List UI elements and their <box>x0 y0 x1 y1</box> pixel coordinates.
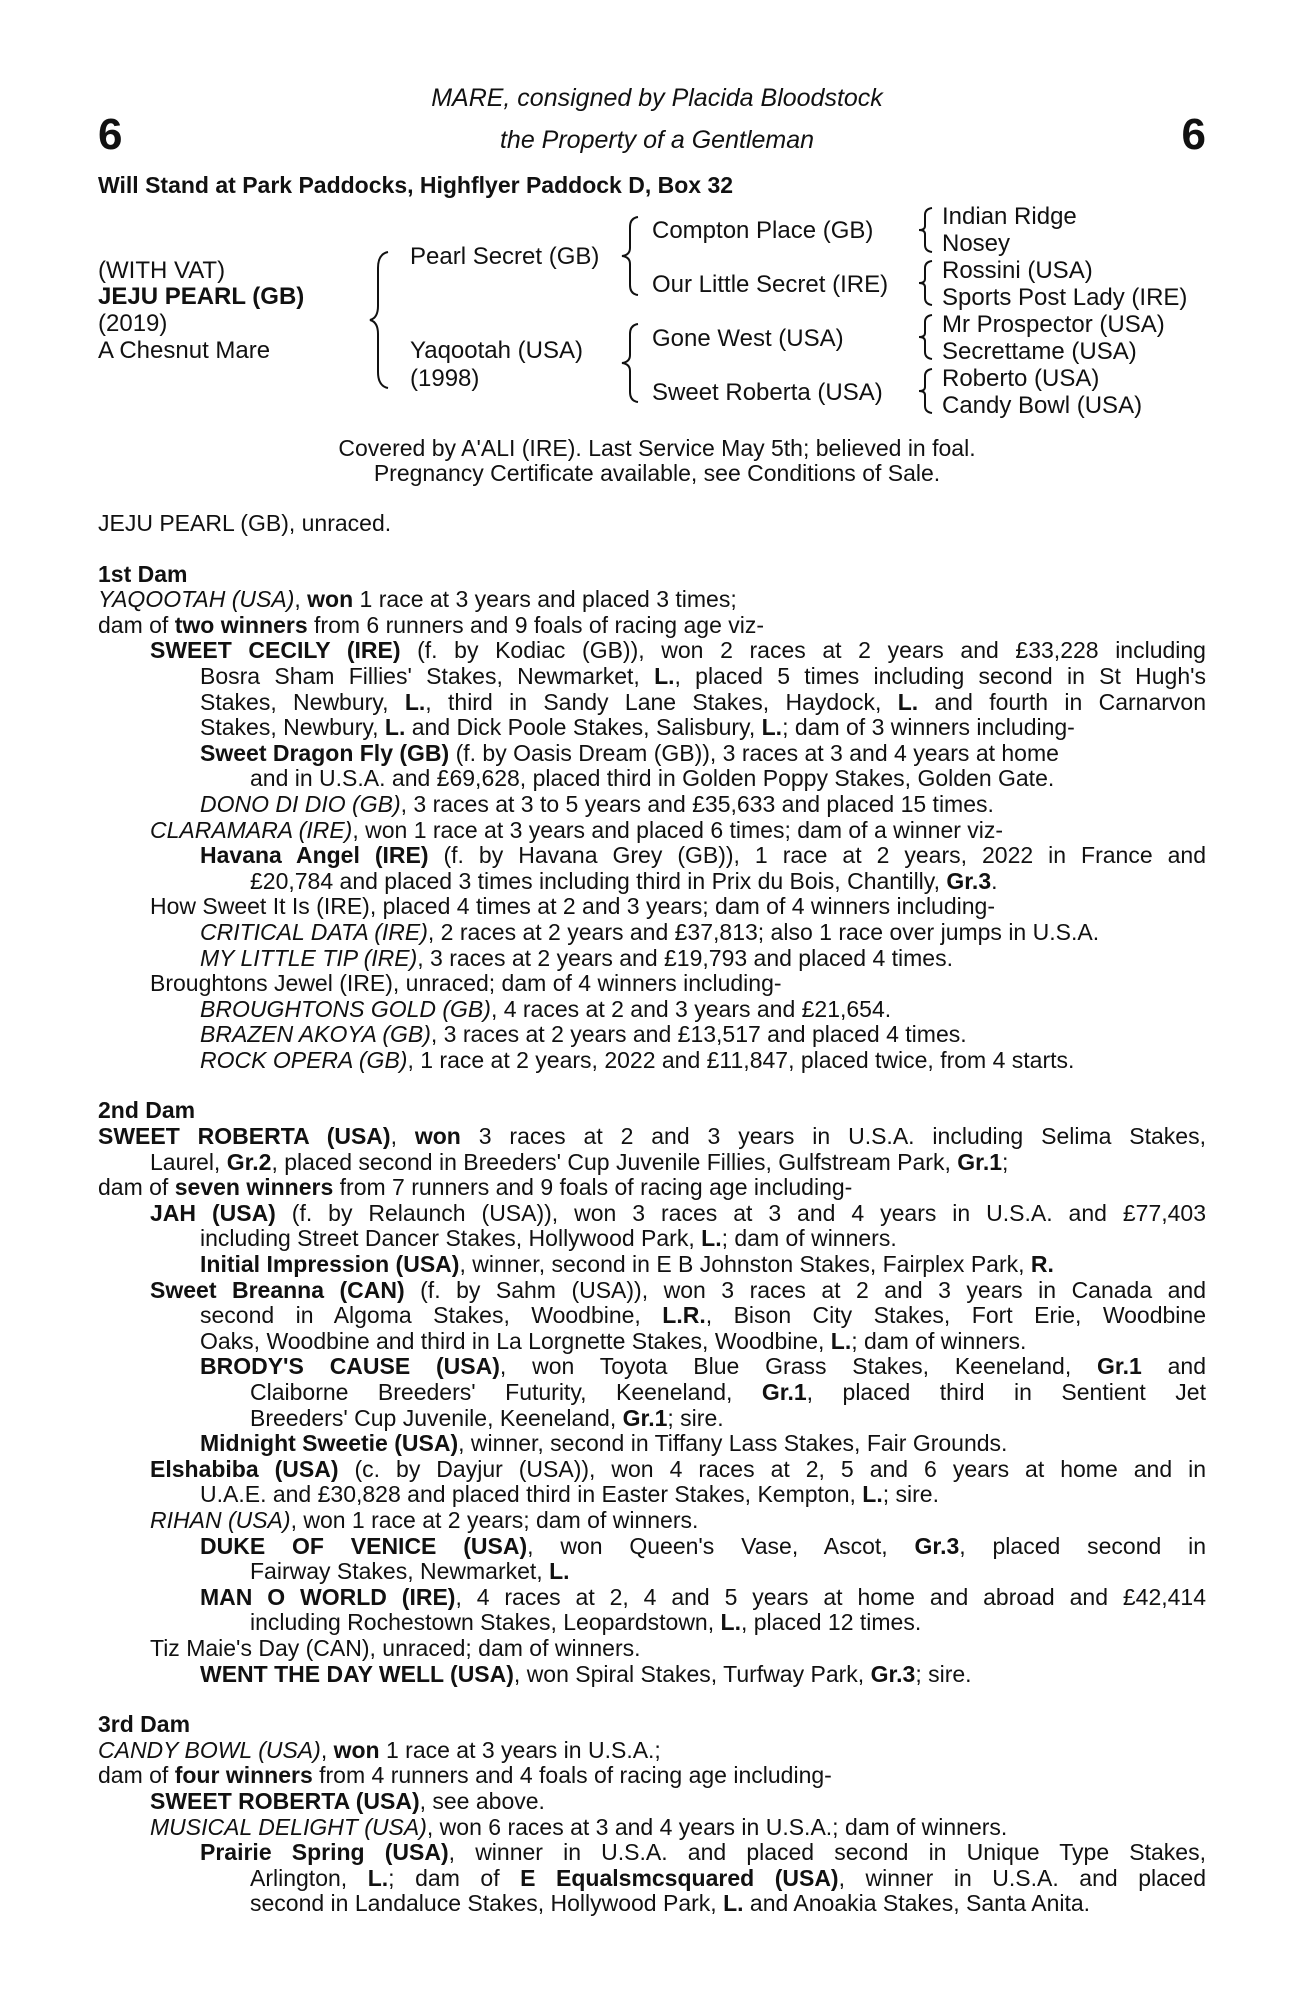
text-run: , placed 12 times. <box>740 1610 922 1636</box>
record-line <box>98 1048 1206 1074</box>
horse-description: A Chesnut Mare <box>98 337 271 364</box>
text-run: Gr.2 <box>226 1149 272 1175</box>
text-run: Oaks, Woodbine and third in La Lorgnette Stakes, Woodbine, <box>200 1328 831 1354</box>
record-line <box>98 1329 1206 1355</box>
text-run: Broughtons Jewel (IRE), unraced; dam of 4 winners including- <box>150 971 782 997</box>
text-run: Gr.1 <box>957 1149 1003 1175</box>
text-run: ; dam of <box>388 1865 521 1891</box>
record-line <box>98 715 1206 741</box>
pedigree-brace-sire <box>620 215 642 297</box>
text-run: L. <box>404 689 426 715</box>
horse-year: (2019) <box>98 310 168 337</box>
text-run: Claiborne Breeders' Futurity, Keeneland, <box>250 1380 762 1405</box>
consignor-line: MARE, consigned by Placida Bloodstock <box>431 84 883 112</box>
text-run: L. <box>720 1610 741 1636</box>
text-run: , <box>320 1737 334 1763</box>
text-run: , <box>390 1124 415 1150</box>
text-run: Elshabiba (USA) <box>150 1456 339 1482</box>
text-run: and fourth in Carnarvon <box>918 689 1206 715</box>
text-run: CANDY BOWL (USA) <box>98 1737 321 1763</box>
text-run: RIHAN (USA) <box>150 1507 291 1533</box>
record-line <box>98 1201 1206 1227</box>
text-run: from 4 runners and 4 foals of racing age including- <box>312 1763 832 1789</box>
text-run: , <box>294 587 308 613</box>
text-run: , winner in U.S.A. and placed second in Unique Type Stakes, <box>448 1840 1206 1866</box>
record-line <box>98 613 1206 639</box>
record-line <box>98 920 1206 946</box>
record-line <box>98 946 1206 972</box>
record-line <box>98 1482 1206 1508</box>
text-run: £20,784 and placed 3 times including third in Prix du Bois, Chantilly, <box>250 868 947 894</box>
text-run: L. <box>723 1891 744 1917</box>
text-run: , placed second in <box>959 1533 1206 1559</box>
text-run: , won 6 races at 3 and 4 years in U.S.A.; dam of winners. <box>426 1814 1008 1840</box>
record-line <box>98 1226 1206 1252</box>
text-run: won <box>307 587 354 613</box>
pedigree-brace-g2-4 <box>917 367 935 415</box>
text-run: (f. by Kodiac (GB)), won 2 races at 2 years and £33,228 including <box>400 638 1206 664</box>
pedigree-gen2-2: Our Little Secret (IRE) <box>652 271 889 298</box>
text-run: , 4 races at 2, 4 and 5 years at home and abroad and £42,414 <box>455 1584 1206 1610</box>
text-run: L. <box>701 1226 722 1252</box>
text-run: . <box>991 868 998 894</box>
text-run: DONO DI DIO (GB) <box>200 791 401 817</box>
text-run: , 3 races at 2 years and £19,793 and placed 4 times. <box>417 945 953 971</box>
text-run: 1 race at 3 years and placed 3 times; <box>353 587 737 613</box>
pedigree-gen3-7: Roberto (USA) <box>942 365 1100 392</box>
text-run: , winner, second in E B Johnston Stakes, Fairplex Park, <box>459 1252 1031 1278</box>
record-line <box>98 1585 1206 1611</box>
pedigree-brace-g2-2 <box>917 259 935 307</box>
pedigree-gen3-8: Candy Bowl (USA) <box>942 392 1143 419</box>
record-line <box>98 587 1206 613</box>
section-heading: 2nd Dam <box>98 1097 196 1124</box>
text-run: BRODY'S CAUSE (USA) <box>200 1354 500 1380</box>
text-run: ROCK OPERA (GB) <box>200 1047 408 1073</box>
text-run: U.A.E. and £30,828 and placed third in Easter Stakes, Kempton, <box>200 1482 863 1508</box>
text-run: and Dick Poole Stakes, Salisbury, <box>405 715 762 741</box>
text-run: L.R. <box>662 1303 706 1329</box>
text-run: Gr.1 <box>761 1380 807 1405</box>
text-run: Gr.1 <box>622 1405 668 1431</box>
text-run: (f. by Relaunch (USA)), won 3 races at 3 and 4 years in U.S.A. and £77,403 <box>275 1200 1206 1226</box>
text-run: Gr.3 <box>914 1533 960 1559</box>
text-run: L. <box>761 715 783 741</box>
text-run: WENT THE DAY WELL (USA) <box>200 1661 514 1687</box>
pedigree-brace-g2-1 <box>917 206 935 254</box>
record-line <box>98 1278 1206 1304</box>
text-run: ; sire. <box>882 1482 939 1508</box>
text-run: from 7 runners and 9 foals of racing age including- <box>333 1175 853 1201</box>
text-run: L. <box>384 715 406 741</box>
text-run: , winner in U.S.A. and placed <box>838 1865 1206 1891</box>
text-run: SWEET ROBERTA (USA) <box>150 1788 420 1814</box>
record-line <box>98 1559 1206 1585</box>
record-line <box>98 869 1206 895</box>
text-run: , third in Sandy Lane Stakes, Haydock, <box>425 689 898 715</box>
text-run: CLARAMARA (IRE) <box>150 817 353 843</box>
record-line <box>98 792 1206 818</box>
text-run: Gr.3 <box>946 868 992 894</box>
text-run: and Anoakia Stakes, Santa Anita. <box>743 1891 1091 1917</box>
text-run: Prairie Spring (USA) <box>200 1840 449 1866</box>
text-run: ; sire. <box>915 1661 972 1687</box>
text-run: , placed second in Breeders' Cup Juvenile Fillies, Gulfstream Park, <box>271 1149 958 1175</box>
text-run: How Sweet It Is (IRE), placed 4 times at 2 and 3 years; dam of 4 winners including- <box>150 894 995 920</box>
record-line <box>98 1175 1206 1201</box>
text-run: and in U.S.A. and £69,628, placed third in Golden Poppy Stakes, Golden Gate. <box>250 766 1055 792</box>
record-line <box>98 1380 1206 1406</box>
text-run: Sweet Breanna (CAN) <box>150 1277 405 1303</box>
record-line <box>98 1789 1206 1815</box>
record-line <box>98 1891 1206 1917</box>
pedigree-gen3-3: Rossini (USA) <box>942 257 1093 284</box>
text-run: Sweet Dragon Fly (GB) <box>200 740 450 766</box>
text-run: CRITICAL DATA (IRE) <box>200 919 428 945</box>
record-line <box>98 1124 1206 1150</box>
record-line <box>98 894 1206 920</box>
text-run: , winner, second in Tiffany Lass Stakes, Fair Grounds. <box>458 1431 1008 1457</box>
text-run: seven winners <box>174 1175 334 1201</box>
text-run: YAQOOTAH (USA) <box>98 587 295 613</box>
pedigree-gen3-1: Indian Ridge <box>942 203 1077 230</box>
text-run: E Equalsmcsquared (USA) <box>520 1865 839 1891</box>
text-run: (c. by Dayjur (USA)), won 4 races at 2, 5 and 6 years at home and in <box>338 1456 1206 1482</box>
text-run: MAN O WORLD (IRE) <box>200 1584 456 1610</box>
text-run: two winners <box>174 612 308 638</box>
text-run: BRAZEN AKOYA (GB) <box>200 1022 431 1048</box>
text-run: , placed 5 times including second in St Hugh's <box>674 663 1206 689</box>
section-heading: 1st Dam <box>98 560 188 587</box>
text-run: JAH (USA) <box>150 1200 276 1226</box>
text-run: , 2 races at 2 years and £37,813; also 1 race over jumps in U.S.A. <box>427 919 1100 945</box>
text-run: L. <box>897 689 919 715</box>
text-run: dam of <box>98 612 175 638</box>
text-run: , won 1 race at 2 years; dam of winners. <box>290 1507 699 1533</box>
text-run: Havana Angel (IRE) <box>200 843 429 869</box>
text-run: L. <box>549 1559 570 1585</box>
text-run: won <box>414 1124 461 1150</box>
text-run: including Street Dancer Stakes, Hollywood Park, <box>200 1226 702 1252</box>
text-run: ; <box>1002 1149 1009 1175</box>
text-run: Initial Impression (USA) <box>200 1252 460 1278</box>
record-line <box>98 1252 1206 1278</box>
record-line <box>98 1534 1206 1560</box>
text-run: MY LITTLE TIP (IRE) <box>200 945 418 971</box>
record-line <box>98 1610 1206 1636</box>
record-line <box>98 997 1206 1023</box>
text-run: (f. by Sahm (USA)), won 3 races at 2 and 3 years in Canada and <box>404 1277 1206 1303</box>
pedigree-gen2-4: Sweet Roberta (USA) <box>652 379 883 406</box>
text-run: Breeders' Cup Juvenile, Keeneland, <box>250 1405 623 1431</box>
text-run: ; dam of 3 winners including- <box>782 715 1075 741</box>
record-line <box>98 1866 1206 1892</box>
pregnancy-line: Pregnancy Certificate available, see Conditions of Sale. <box>373 460 941 486</box>
record-line <box>98 1022 1206 1048</box>
dam-section <box>98 1098 1206 1687</box>
text-run: from 6 runners and 9 foals of racing age viz- <box>307 612 765 638</box>
pedigree-gen3-6: Secrettame (USA) <box>942 338 1137 365</box>
pedigree-gen3-5: Mr Prospector (USA) <box>942 311 1165 338</box>
text-run: , Bison City Stakes, Fort Erie, Woodbine <box>705 1303 1206 1329</box>
pedigree-sire: Pearl Secret (GB) <box>410 243 600 270</box>
text-run: BROUGHTONS GOLD (GB) <box>200 996 491 1022</box>
text-run: Gr.3 <box>870 1661 916 1687</box>
pedigree-gen2-1: Compton Place (GB) <box>652 217 874 244</box>
text-run: ; dam of winners. <box>721 1226 897 1252</box>
record-line <box>98 1150 1206 1176</box>
dam-section <box>98 562 1206 1074</box>
text-run: ; sire. <box>667 1405 724 1431</box>
text-run: (f. by Oasis Dream (GB)), 3 races at 3 and 4 years at home <box>449 740 1059 766</box>
text-run: SWEET CECILY (IRE) <box>150 638 401 664</box>
text-run: including Rochestown Stakes, Leopardstown, <box>250 1610 721 1636</box>
text-run: (f. by Havana Grey (GB)), 1 race at 2 years, 2022 in France and <box>428 843 1206 869</box>
text-run: ; dam of winners. <box>851 1328 1027 1354</box>
pedigree-gen2-3: Gone West (USA) <box>652 325 844 352</box>
text-run: L. <box>830 1328 852 1354</box>
record-line <box>98 1636 1206 1662</box>
text-run: Stakes, Newbury, <box>200 715 385 741</box>
text-run: , won 1 race at 3 years and placed 6 times; dam of a winner viz- <box>352 817 1004 843</box>
text-run: dam of <box>98 1175 175 1201</box>
text-run: Laurel, <box>150 1149 227 1175</box>
text-run: R. <box>1030 1252 1054 1278</box>
text-run: , won Toyota Blue Grass Stakes, Keeneland, <box>499 1354 1098 1380</box>
pedigree-brace-g2-3 <box>917 313 935 361</box>
record-line <box>98 664 1206 690</box>
text-run: Stakes, Newbury, <box>200 689 405 715</box>
record-line <box>98 818 1206 844</box>
record-line <box>98 1457 1206 1483</box>
section-heading: 3rd Dam <box>98 1711 191 1738</box>
pedigree-dam: Yaqootah (USA) <box>410 337 583 364</box>
text-run: Gr.1 <box>1097 1354 1142 1380</box>
record-line <box>98 1303 1206 1329</box>
record-line <box>98 1738 1206 1764</box>
text-run: , won Queen's Vase, Ascot, <box>527 1533 915 1559</box>
pedigree-brace-main <box>368 250 392 390</box>
record-line <box>98 766 1206 792</box>
covered-line: Covered by A'ALI (IRE). Last Service May 5th; believed in foal. <box>338 435 976 461</box>
text-run: second in Landaluce Stakes, Hollywood Park, <box>250 1891 724 1917</box>
horse-name: JEJU PEARL (GB) <box>98 283 305 310</box>
text-run: SWEET ROBERTA (USA) <box>98 1124 391 1150</box>
text-run: L. <box>862 1482 883 1508</box>
record-line <box>98 843 1206 869</box>
lot-number-right: 6 <box>1181 110 1206 159</box>
text-run: , won Spiral Stakes, Turfway Park, <box>513 1661 871 1687</box>
pedigree-gen3-4: Sports Post Lady (IRE) <box>942 284 1188 311</box>
text-run: dam of <box>98 1763 175 1789</box>
text-run: four winners <box>174 1763 313 1789</box>
text-run: MUSICAL DELIGHT (USA) <box>150 1814 427 1840</box>
record-line <box>98 971 1206 997</box>
pedigree-brace-dam <box>620 322 642 404</box>
text-run: and <box>1141 1354 1206 1380</box>
text-run: Midnight Sweetie (USA) <box>200 1431 459 1457</box>
record-line <box>98 1508 1206 1534</box>
text-run: , placed third in Sentient Jet <box>806 1380 1206 1405</box>
record-line <box>98 1431 1206 1457</box>
pedigree-gen3-2: Nosey <box>942 230 1011 257</box>
text-run: , see above. <box>419 1788 545 1814</box>
record-line <box>98 1662 1206 1688</box>
text-run: second in Algoma Stakes, Woodbine, <box>200 1303 663 1329</box>
pedigree-dam-year: (1998) <box>410 365 480 392</box>
record-line <box>98 1815 1206 1841</box>
text-run: , 3 races at 2 years and £13,517 and placed 4 times. <box>430 1022 967 1048</box>
text-run: won <box>333 1737 380 1763</box>
text-run: , 1 race at 2 years, 2022 and £11,847, placed twice, from 4 starts. <box>407 1047 1075 1073</box>
text-run: 1 race at 3 years in U.S.A.; <box>379 1737 661 1763</box>
text-run: Tiz Maie's Day (CAN), unraced; dam of winners. <box>150 1635 641 1661</box>
text-run: 3 races at 2 and 3 years in U.S.A. including Selima Stakes, <box>460 1124 1206 1150</box>
text-run: L. <box>367 1865 389 1891</box>
record-line <box>98 638 1206 664</box>
unraced-note: JEJU PEARL (GB), unraced. <box>98 511 392 536</box>
text-run: , 4 races at 2 and 3 years and £21,654. <box>490 996 892 1022</box>
record-line <box>98 1354 1206 1380</box>
text-run: , 3 races at 3 to 5 years and £35,633 and placed 15 times. <box>400 791 994 817</box>
stand-location: Will Stand at Park Paddocks, Highflyer Paddock D, Box 32 <box>98 172 734 198</box>
vat-note: (WITH VAT) <box>98 257 226 284</box>
property-line: the Property of a Gentleman <box>499 126 815 154</box>
record-line <box>98 1840 1206 1866</box>
text-run: Arlington, <box>250 1865 368 1891</box>
text-run: DUKE OF VENICE (USA) <box>200 1533 528 1559</box>
text-run: Fairway Stakes, Newmarket, <box>250 1559 550 1585</box>
record-line <box>98 1763 1206 1789</box>
record-line <box>98 741 1206 767</box>
record-line <box>98 1406 1206 1432</box>
record-line <box>98 690 1206 716</box>
lot-number-left: 6 <box>98 110 123 159</box>
text-run: Bosra Sham Fillies' Stakes, Newmarket, <box>200 663 655 689</box>
dam-section <box>98 1712 1206 1917</box>
dam-sections <box>98 562 1206 1917</box>
produce-record <box>98 511 1206 1917</box>
text-run: L. <box>654 663 675 689</box>
